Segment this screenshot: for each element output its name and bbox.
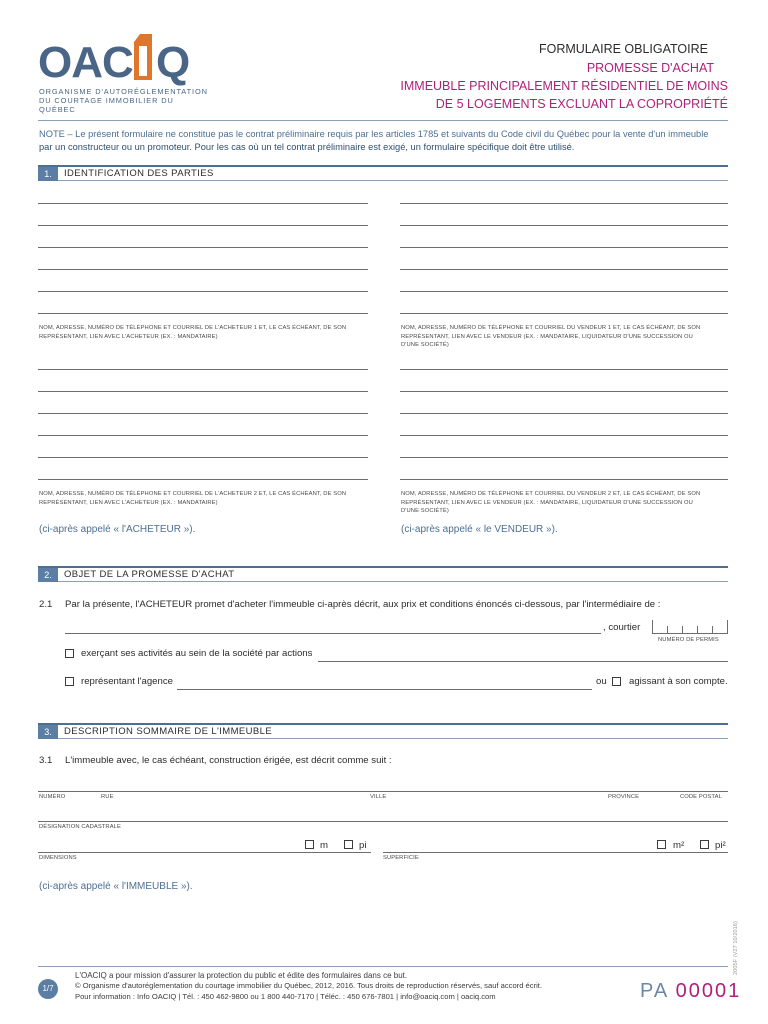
buyer2-label-l1: NOM, ADRESSE, NUMÉRO DE TÉLÉPHONE ET COURRIEL DE L'ACHETEUR 2 ET, LE CAS ÉCHÉANT, DE SON <box>39 491 347 497</box>
courtier-label: , courtier <box>603 622 641 633</box>
buyer1-line-4[interactable] <box>38 269 368 270</box>
seller1-line-2[interactable] <box>400 225 728 226</box>
label-code-postal: CODE POSTAL <box>680 794 722 800</box>
seller1-line-5[interactable] <box>400 291 728 292</box>
seller1-label <box>401 324 700 350</box>
label-cadastre: DÉSIGNATION CADASTRALE <box>39 824 121 830</box>
seller1-line-4[interactable] <box>400 269 728 270</box>
form-subtitle-2: IMMEUBLE PRINCIPALEMENT RÉSIDENTIEL DE MOINS <box>400 79 728 93</box>
seller2-label-l2: REPRÉSENTANT, LIEN AVEC LE VENDEUR (EX. : MANDATAIRE, LIQUIDATEUR D'UNE SUCCESSION OU <box>401 499 693 506</box>
option-compte-checkbox[interactable] <box>612 677 621 686</box>
section3-header <box>38 723 728 739</box>
note-line2: par un constructeur ou un promoteur. Pour les cas où un tel contrat préliminaire est exigé, un formulaire spécifique doit être utilisé. <box>39 142 575 152</box>
clause-2-1-text: Par la présente, l'ACHETEUR promet d'acheter l'immeuble ci-après décrit, aux prix et conditions énoncés ci-dessous, par l'intermédiaire de : <box>65 599 661 610</box>
form-code <box>640 980 741 1003</box>
section2-header <box>38 566 728 582</box>
option-societe-checkbox[interactable] <box>65 649 74 658</box>
seller2-label-l1: NOM, ADRESSE, NUMÉRO DE TÉLÉPHONE ET COURRIEL DU VENDEUR 2 ET, LE CAS ÉCHÉANT, DE SON <box>401 491 701 497</box>
logo-line2: DU COURTAGE IMMOBILIER DU QUÉBEC <box>39 96 174 114</box>
label-superficie: SUPERFICIE <box>383 855 419 861</box>
seller2-line-4[interactable] <box>400 435 728 436</box>
label-dimensions: DIMENSIONS <box>39 855 77 861</box>
buyer1-line-5[interactable] <box>38 291 368 292</box>
section3-title: DESCRIPTION SOMMAIRE DE L'IMMEUBLE <box>64 726 273 737</box>
seller1-label-l1: NOM, ADRESSE, NUMÉRO DE TÉLÉPHONE ET COURRIEL DU VENDEUR 1 ET, LE CAS ÉCHÉANT, DE SON <box>401 325 701 331</box>
footer-line3: Pour information : Info OACIQ | Tél. : 450 462-9800 ou 1 800 440-7170 | Téléc. : 450 676-7801 | info@oaciq.com | oaciq.com <box>75 992 496 1001</box>
section3-number: 3. <box>38 725 58 739</box>
section2-number: 2. <box>38 568 58 582</box>
section1-number: 1. <box>38 167 58 181</box>
unit-pi2-label: pi² <box>715 840 726 851</box>
unit-m2-label: m² <box>673 840 685 851</box>
seller-called: (ci-après appelé « le VENDEUR »). <box>401 524 558 535</box>
seller1-label-l2: REPRÉSENTANT, LIEN AVEC LE VENDEUR (EX. : MANDATAIRE, LIQUIDATEUR D'UNE SUCCESSION OU <box>401 333 693 340</box>
option-agence-label: représentant l'agence <box>81 676 173 687</box>
section1-header <box>38 165 728 181</box>
superficie-line[interactable] <box>383 852 728 853</box>
buyer2-line-2[interactable] <box>38 391 368 392</box>
unit-pi-label: pi <box>359 840 367 851</box>
logo-i-glyph <box>132 32 154 82</box>
seller2-line-2[interactable] <box>400 391 728 392</box>
form-code-number: 00001 <box>675 980 742 1002</box>
buyer2-label <box>39 490 346 507</box>
form-title: FORMULAIRE OBLIGATOIRE <box>538 42 708 56</box>
buyer1-line-1[interactable] <box>38 203 368 204</box>
side-form-code-text: 2005F (V27 10/2016) <box>733 921 739 975</box>
label-rue: RUE <box>101 794 114 800</box>
seller2-label-l3: D'UNE SOCIÉTÉ) <box>401 508 449 514</box>
buyer-called: (ci-après appelé « l'ACHETEUR »). <box>39 524 196 535</box>
immeuble-called: (ci-après appelé « l'IMMEUBLE »). <box>39 881 193 892</box>
dimensions-line[interactable] <box>38 852 371 853</box>
footer-line1: L'OACIQ a pour mission d'assurer la protection du public et édite des formulaires dans ce but. <box>75 971 408 980</box>
buyer2-line-5[interactable] <box>38 457 368 458</box>
buyer1-line-2[interactable] <box>38 225 368 226</box>
section1-title: IDENTIFICATION DES PARTIES <box>64 168 214 179</box>
buyer1-line-3[interactable] <box>38 247 368 248</box>
buyer1-label-l2: REPRÉSENTANT, LIEN AVEC L'ACHETEUR (EX. : MANDATAIRE) <box>39 333 218 340</box>
permit-number-field[interactable] <box>652 620 728 634</box>
broker-name-field[interactable] <box>65 633 601 634</box>
form-code-prefix: PA <box>640 980 669 1002</box>
seller1-line-1[interactable] <box>400 203 728 204</box>
unit-m-label: m <box>320 840 328 851</box>
option-agence-checkbox[interactable] <box>65 677 74 686</box>
buyer1-line-6[interactable] <box>38 313 368 314</box>
buyer2-line-1[interactable] <box>38 369 368 370</box>
page-number-badge: 1/7 <box>38 979 58 999</box>
seller2-label <box>401 490 700 516</box>
logo-wordmark-end: Q <box>156 38 190 87</box>
buyer2-line-4[interactable] <box>38 435 368 436</box>
section2-title: OBJET DE LA PROMESSE D'ACHAT <box>64 569 235 580</box>
agence-name-field[interactable] <box>177 689 592 690</box>
footer-line2: © Organisme d'autoréglementation du courtage immobilier du Québec, 2012, 2016. Tous droits de reproduction réservés, sauf accord écrit. <box>75 981 543 990</box>
buyer1-label-l1: NOM, ADRESSE, NUMÉRO DE TÉLÉPHONE ET COURRIEL DE L'ACHETEUR 1 ET, LE CAS ÉCHÉANT, DE SON <box>39 325 347 331</box>
logo-wordmark: OAC <box>38 38 133 87</box>
form-subtitle-1: PROMESSE D'ACHAT <box>586 61 714 75</box>
unit-m-checkbox[interactable] <box>305 840 314 849</box>
clause-2-1-number: 2.1 <box>39 599 53 610</box>
seller1-label-l3: D'UNE SOCIÉTÉ) <box>401 342 449 348</box>
buyer1-label <box>39 324 346 341</box>
seller2-line-3[interactable] <box>400 413 728 414</box>
unit-pi-checkbox[interactable] <box>344 840 353 849</box>
label-province: PROVINCE <box>608 794 640 800</box>
cadastre-line[interactable] <box>38 821 728 822</box>
buyer2-line-6[interactable] <box>38 479 368 480</box>
societe-name-field[interactable] <box>318 661 728 662</box>
footer-rule <box>38 966 728 967</box>
permit-label: NUMÉRO DE PERMIS <box>658 637 719 643</box>
header-rule <box>38 120 728 121</box>
buyer2-line-3[interactable] <box>38 413 368 414</box>
seller1-line-6[interactable] <box>400 313 728 314</box>
unit-pi2-checkbox[interactable] <box>700 840 709 849</box>
seller2-line-6[interactable] <box>400 479 728 480</box>
clause-3-1-number: 3.1 <box>39 755 53 766</box>
seller1-line-3[interactable] <box>400 247 728 248</box>
label-ville: VILLE <box>370 794 387 800</box>
form-subtitle-3: DE 5 LOGEMENTS EXCLUANT LA COPROPRIÉTÉ <box>435 97 728 111</box>
seller2-line-5[interactable] <box>400 457 728 458</box>
clause-3-1-text: L'immeuble avec, le cas échéant, construction érigée, est décrit comme suit : <box>65 755 392 766</box>
seller2-line-1[interactable] <box>400 369 728 370</box>
note-line1: NOTE – Le présent formulaire ne constitue pas le contrat préliminaire requis par les articles 1785 et suivants du Code civil du Québec pour la vente d'un immeuble <box>39 129 709 139</box>
buyer2-label-l2: REPRÉSENTANT, LIEN AVEC L'ACHETEUR (EX. : MANDATAIRE) <box>39 499 218 506</box>
option-compte-label: agissant à son compte. <box>629 676 728 687</box>
option-societe-label: exerçant ses activités au sein de la société par actions <box>81 648 313 659</box>
logo-line1: ORGANISME D'AUTORÉGLEMENTATION <box>39 87 208 96</box>
unit-m2-checkbox[interactable] <box>657 840 666 849</box>
side-form-code <box>732 895 742 975</box>
address-line[interactable] <box>38 791 728 792</box>
logo <box>38 32 208 114</box>
ou-label: ou <box>596 676 607 687</box>
label-numero: NUMÉRO <box>39 794 66 800</box>
